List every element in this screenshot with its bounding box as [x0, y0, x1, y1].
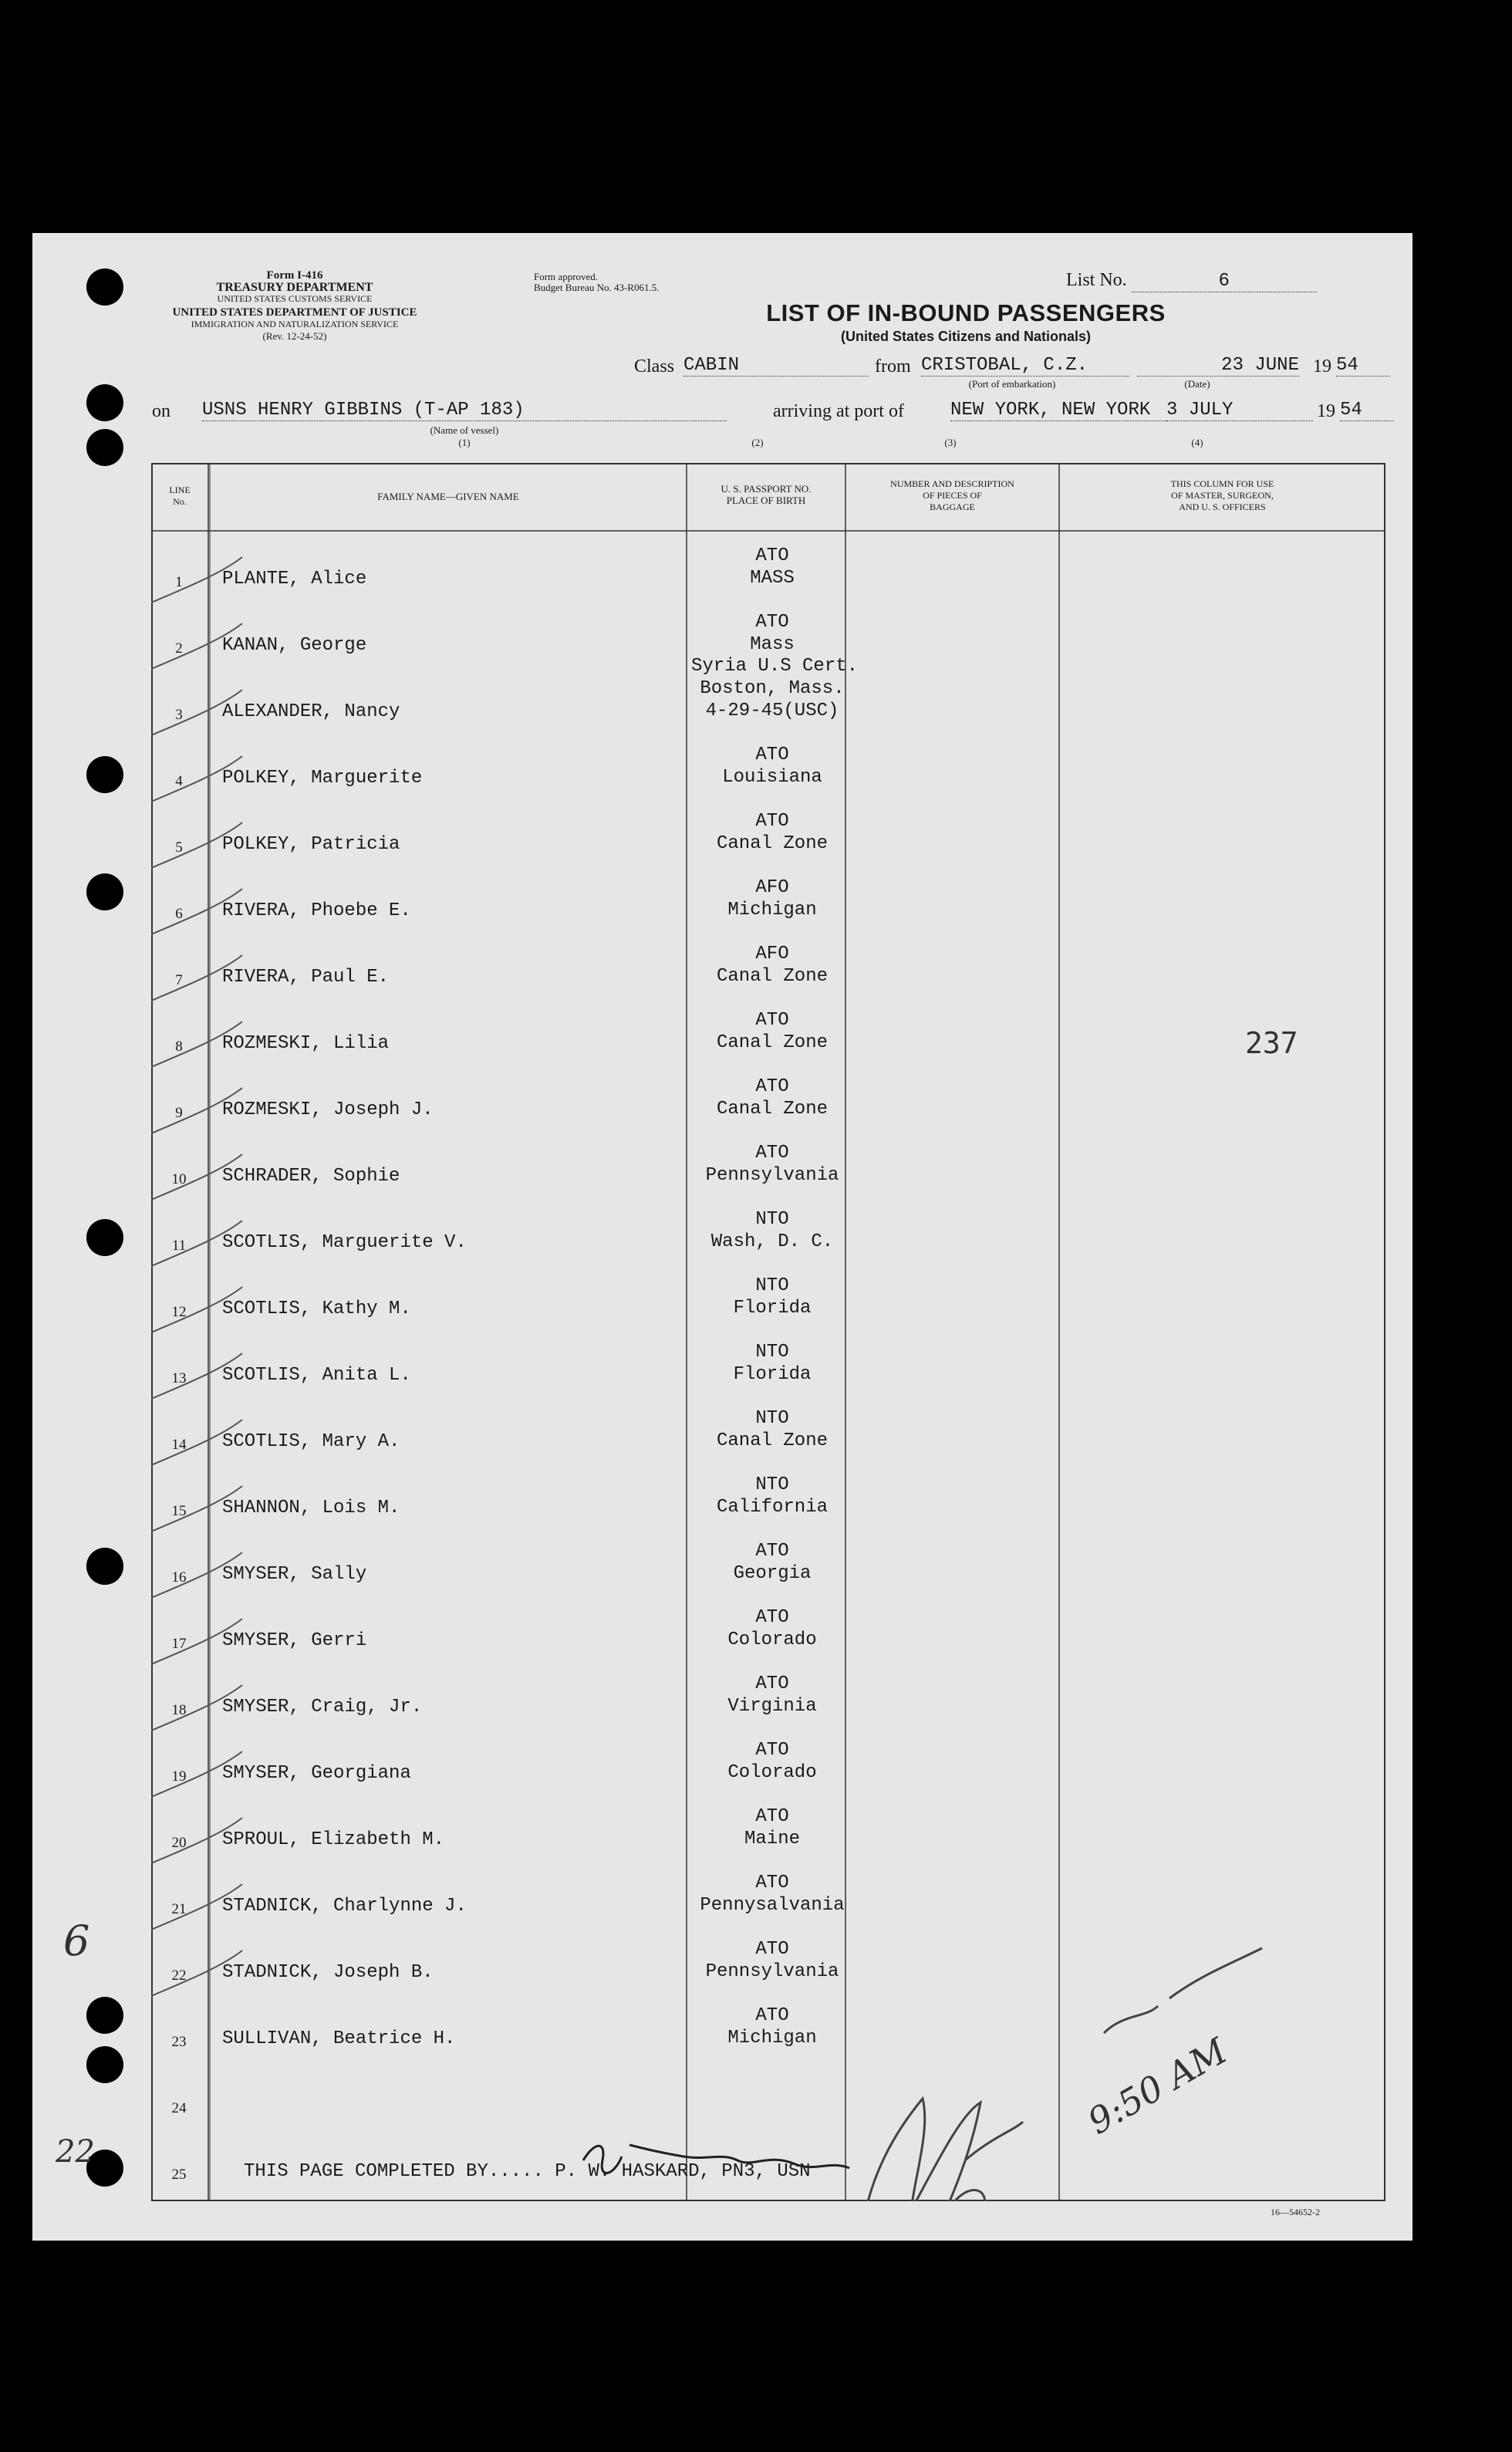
passport-birthplace	[691, 1872, 853, 1917]
line-number: 21	[171, 1901, 187, 1917]
table-row	[151, 1327, 1385, 1393]
birth-line: ATO	[755, 1939, 789, 1960]
birth-line: Boston, Mass.	[700, 678, 845, 699]
col-num-4: (4)	[1191, 437, 1203, 448]
birth-line: ATO	[755, 545, 789, 566]
line-number: 8	[175, 1039, 183, 1055]
passenger-name: RIVERA, Paul E.	[222, 967, 390, 988]
from-label: from	[875, 356, 911, 377]
table-row	[151, 1194, 1385, 1261]
line-number: 22	[171, 1967, 187, 1984]
birth-line: ATO	[755, 1607, 789, 1628]
line-number: 1	[175, 574, 183, 590]
col-head-passport: U. S. PASSPORT NO. PLACE OF BIRTH	[721, 483, 812, 506]
passport-birthplace	[691, 1805, 853, 1850]
passport-birthplace	[691, 545, 853, 589]
col-num-3: (3)	[944, 437, 957, 448]
birth-line: Virginia	[727, 1696, 817, 1717]
line-number: 6	[175, 906, 183, 922]
line-number: 14	[171, 1437, 187, 1453]
punch-hole	[86, 384, 123, 421]
date-caption: (Date)	[1184, 378, 1210, 390]
passport-birthplace	[691, 1540, 853, 1585]
table-row	[151, 1924, 1385, 1991]
line-number: 15	[171, 1503, 187, 1519]
arrival-value: NEW YORK, NEW YORK	[950, 400, 1166, 421]
punch-hole	[86, 1997, 123, 2034]
birth-line: ATO	[755, 745, 789, 765]
arrival-year-prefix: 19	[1317, 401, 1335, 421]
table-row	[151, 2123, 1385, 2190]
passport-birthplace	[691, 1275, 853, 1319]
birth-line: AFO	[755, 877, 789, 898]
birth-line: NTO	[755, 1209, 789, 1230]
budget-bureau: Budget Bureau No. 43-R061.5.	[534, 282, 660, 293]
punch-hole	[86, 1548, 123, 1585]
time-note: 9:50 AM	[1081, 2029, 1234, 2143]
margin-note-6: 6	[63, 1917, 90, 1965]
passenger-name: SCHRADER, Sophie	[222, 1166, 400, 1187]
birth-line: Pennsylvania	[705, 1165, 839, 1186]
birth-line: NTO	[755, 1275, 789, 1296]
passport-birthplace	[691, 1739, 853, 1784]
table-row	[151, 1858, 1385, 1924]
passenger-name: ROZMESKI, Joseph J.	[222, 1099, 434, 1120]
punch-hole	[86, 269, 123, 306]
birth-line: Michigan	[727, 2028, 817, 2048]
birth-line: Colorado	[727, 1630, 817, 1650]
officer-count: 237	[1245, 1026, 1298, 1060]
passport-birthplace	[691, 1938, 853, 1983]
table-row	[151, 531, 1385, 597]
birth-line: Pennsylvania	[705, 1961, 839, 1982]
punch-hole	[86, 873, 123, 910]
line-number: 2	[175, 640, 183, 657]
passenger-name: SHANNON, Lois M.	[222, 1498, 400, 1518]
passenger-table	[151, 463, 1385, 2201]
passport-birthplace	[691, 1142, 853, 1187]
col-head-baggage: NUMBER AND DESCRIPTION OF PIECES OF BAGGAGE	[890, 478, 1014, 512]
passenger-name: SPROUL, Elizabeth M.	[222, 1829, 445, 1850]
birth-line: NTO	[755, 1342, 789, 1363]
passenger-name: STADNICK, Charlynne J.	[222, 1896, 467, 1917]
passenger-name: SMYSER, Sally	[222, 1564, 367, 1585]
passport-birthplace	[691, 1076, 853, 1120]
birth-line: ATO	[755, 1873, 789, 1893]
birth-line: Canal Zone	[716, 1032, 829, 1053]
form-code: 16—54652-2	[1271, 2207, 1320, 2217]
line-number: 12	[171, 1304, 187, 1320]
table-row	[151, 1128, 1385, 1194]
line-number: 9	[175, 1105, 183, 1121]
line-number: 7	[175, 972, 183, 988]
passenger-name: KANAN, George	[222, 635, 367, 656]
passenger-name: ALEXANDER, Nancy	[222, 701, 400, 722]
table-row	[151, 656, 1385, 730]
col-head-line: LINE No.	[169, 485, 191, 507]
passport-birthplace	[691, 943, 853, 988]
revision: (Rev. 12-24-52)	[262, 330, 327, 342]
birth-line: California	[716, 1497, 829, 1518]
form-approved: Form approved.	[534, 271, 599, 282]
birth-line: AFO	[755, 944, 789, 964]
line-number: 24	[171, 2100, 187, 2116]
birth-line: 4-29-45(USC)	[705, 701, 839, 721]
birth-line: Florida	[733, 1364, 812, 1385]
passport-birthplace	[691, 1407, 853, 1452]
vessel-value: USNS HENRY GIBBINS (T-AP 183)	[202, 400, 727, 421]
birth-line: Wash, D. C.	[710, 1231, 834, 1252]
list-no-label: List No.	[1066, 270, 1127, 290]
table-row	[151, 1062, 1385, 1128]
passport-birthplace	[691, 1673, 853, 1717]
birth-line: NTO	[755, 1408, 789, 1429]
punch-hole	[86, 2046, 123, 2083]
passenger-name: PLANTE, Alice	[222, 569, 367, 589]
list-no-value: 6	[1132, 271, 1317, 292]
form-subtitle: (United States Citizens and Nationals)	[840, 329, 1092, 344]
passenger-name: SCOTLIS, Kathy M.	[222, 1299, 411, 1319]
table-row	[151, 796, 1385, 863]
passenger-name: POLKEY, Marguerite	[222, 768, 423, 789]
line-number: 4	[175, 773, 183, 789]
table-row	[151, 597, 1385, 664]
birth-line: ATO	[755, 1010, 789, 1031]
year-value: 54	[1336, 355, 1390, 377]
arriving-label: arriving at port of	[773, 401, 904, 421]
customs-service: UNITED STATES CUSTOMS SERVICE	[217, 293, 373, 304]
birth-line: Louisiana	[722, 767, 822, 788]
table-row	[151, 730, 1385, 796]
line-number: 17	[171, 1636, 187, 1652]
table-row	[151, 1725, 1385, 1792]
form-identity	[140, 270, 449, 342]
treasury-dept: TREASURY DEPARTMENT	[216, 281, 373, 294]
birth-line: Canal Zone	[716, 966, 829, 987]
birth-line: ATO	[755, 2005, 789, 2026]
birth-line: Syria U.S Cert.	[691, 656, 859, 677]
table-row	[151, 1659, 1385, 1725]
passport-birthplace	[691, 2004, 853, 2049]
passenger-name: SCOTLIS, Mary A.	[222, 1431, 400, 1452]
birth-line: ATO	[755, 1740, 789, 1761]
line-number: 16	[171, 1569, 187, 1586]
birth-line: ATO	[755, 1806, 789, 1827]
birth-line: Canal Zone	[716, 1430, 829, 1451]
passenger-name: SMYSER, Georgiana	[222, 1763, 411, 1784]
punch-hole	[86, 429, 123, 466]
from-value: CRISTOBAL, C.Z.	[921, 355, 1129, 377]
line-number: 10	[171, 1171, 187, 1187]
vessel-caption: (Name of vessel)	[430, 424, 499, 436]
birth-line: MASS	[750, 568, 795, 589]
birth-line: Canal Zone	[716, 833, 829, 854]
line-number: 19	[171, 1768, 187, 1785]
passenger-name: SCOTLIS, Marguerite V.	[222, 1232, 467, 1253]
manifest-page	[32, 233, 1412, 2241]
passport-birthplace	[691, 611, 853, 656]
line-number: 5	[175, 839, 183, 856]
birth-line: Michigan	[727, 900, 817, 920]
passport-birthplace	[691, 1009, 853, 1054]
col-head-officers: THIS COLUMN FOR USE OF MASTER, SURGEON, AND U. S. OFFICERS	[1170, 478, 1274, 512]
birth-line: Georgia	[733, 1563, 812, 1584]
year-prefix: 19	[1313, 356, 1331, 377]
table-row	[151, 929, 1385, 995]
arrival-year: 54	[1340, 400, 1394, 421]
arrival-date: 3 JULY	[1166, 400, 1313, 421]
class-line	[634, 353, 1398, 377]
passport-birthplace	[691, 1606, 853, 1651]
passenger-name: ROZMESKI, Lilia	[222, 1033, 390, 1054]
line-number: 3	[175, 707, 183, 723]
form-number: Form I-416	[266, 269, 323, 282]
list-no	[1066, 270, 1317, 292]
table-row	[151, 995, 1385, 1062]
passenger-name: SCOTLIS, Anita L.	[222, 1365, 411, 1386]
margin-note-22: 22	[56, 2134, 95, 2170]
line-number: 20	[171, 1835, 187, 1851]
punch-hole	[86, 1219, 123, 1256]
birth-line: ATO	[755, 1076, 789, 1097]
birth-line: Colorado	[727, 1762, 817, 1783]
line-number: 23	[171, 2034, 187, 2050]
birth-line: ATO	[755, 811, 789, 832]
birth-line: NTO	[755, 1474, 789, 1495]
passport-birthplace	[691, 655, 859, 722]
passenger-name: POLKEY, Patricia	[222, 834, 400, 855]
embark-caption: (Port of embarkation)	[968, 378, 1056, 390]
birth-line: ATO	[755, 1143, 789, 1164]
table-row	[151, 1460, 1385, 1526]
table-row	[151, 1592, 1385, 1659]
birth-line: Pennysalvania	[700, 1895, 845, 1916]
birth-line: ATO	[755, 1541, 789, 1562]
birth-line: Florida	[733, 1298, 812, 1319]
vessel-line	[152, 398, 1398, 421]
passport-birthplace	[691, 810, 853, 855]
birth-line: Mass	[750, 634, 795, 655]
table-row	[151, 1261, 1385, 1327]
table-row	[151, 1792, 1385, 1858]
passenger-name: RIVERA, Phoebe E.	[222, 900, 411, 921]
passport-birthplace	[691, 1341, 853, 1386]
line-number: 13	[171, 1370, 187, 1386]
line-number: 25	[171, 2167, 187, 2183]
passport-birthplace	[691, 744, 853, 789]
passenger-name: STADNICK, Joseph B.	[222, 1962, 434, 1983]
birth-line: ATO	[755, 1674, 789, 1694]
passenger-name: SMYSER, Craig, Jr.	[222, 1697, 423, 1717]
class-value: CABIN	[683, 355, 869, 377]
passenger-name: SULLIVAN, Beatrice H.	[222, 2028, 456, 2049]
passenger-name: SMYSER, Gerri	[222, 1630, 367, 1651]
table-row	[151, 1526, 1385, 1592]
ins: IMMIGRATION AND NATURALIZATION SERVICE	[191, 319, 399, 329]
approval-block	[534, 272, 659, 293]
col-head-name: FAMILY NAME—GIVEN NAME	[377, 491, 519, 502]
date-value: 23 JUNE	[1137, 355, 1299, 377]
punch-hole	[86, 756, 123, 793]
col-num-1: (1)	[458, 437, 471, 448]
form-title: LIST OF IN-BOUND PASSENGERS	[766, 299, 1166, 326]
birth-line: ATO	[755, 612, 789, 633]
on-label: on	[152, 401, 170, 421]
line-number: 11	[171, 1238, 187, 1254]
passport-birthplace	[691, 1208, 853, 1253]
passport-birthplace	[691, 876, 853, 921]
passport-birthplace	[691, 1474, 853, 1518]
table-row	[151, 1393, 1385, 1460]
class-label: Class	[634, 356, 675, 377]
col-num-2: (2)	[751, 437, 764, 448]
birth-line: Maine	[744, 1829, 800, 1849]
doj: UNITED STATES DEPARTMENT OF JUSTICE	[172, 306, 417, 319]
passenger-name: THIS PAGE COMPLETED BY..... P. W. HASKARD, PN3, USN	[244, 2161, 811, 2182]
birth-line: Canal Zone	[716, 1099, 829, 1120]
line-number: 18	[171, 1702, 187, 1718]
table-row	[151, 863, 1385, 929]
